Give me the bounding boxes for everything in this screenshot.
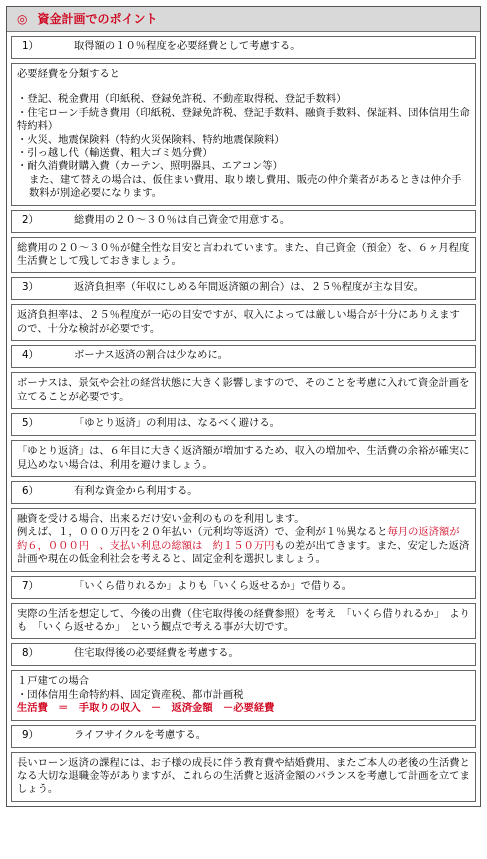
point-number: 3） bbox=[22, 281, 39, 294]
point-text: 有利な資金から利用する。 bbox=[74, 484, 198, 497]
point-number: 9） bbox=[22, 728, 39, 741]
point-text: 総費用の２０～３０％は自己資金で用意する。 bbox=[74, 213, 291, 226]
point-text: ボーナス返済の割合は少なめに。 bbox=[74, 349, 229, 362]
point-9 bbox=[11, 725, 476, 748]
detail-1 bbox=[11, 63, 476, 206]
detail-text: 必要経費を分類すると bbox=[17, 68, 120, 80]
point-2 bbox=[11, 210, 476, 233]
point-7 bbox=[11, 576, 476, 599]
detail-text: 返済負担率は、２５％程度が一応の目安ですが、収入によっては厳しい場合が十分にありえますので、十分な検討が必要です。 bbox=[17, 309, 460, 335]
point-number: 2） bbox=[22, 213, 39, 226]
highlight-difference: 毎月の返済額が 約６，０００円 、支払い利息の総額は 約１５０万円 bbox=[17, 526, 470, 552]
detail-text: 「ゆとり返済」は、６年目に大きく返済額が増加するため、収入の増加や、生活費の余裕が確実に見込めない場合は、利用を避けましょう。 bbox=[17, 445, 470, 471]
double-circle-icon: ◎ bbox=[17, 12, 28, 26]
point-text: 「ゆとり返済」の利用は、なるべく避ける。 bbox=[74, 417, 280, 430]
point-text: ライフサイクルを考慮する。 bbox=[74, 728, 207, 741]
detail-example: 例えば、１，０００万円を２０年払い（元利均等返済）で、金利が１％異なると bbox=[17, 526, 388, 539]
panel-title: 資金計画でのポイント bbox=[37, 12, 158, 26]
point-8 bbox=[11, 643, 476, 666]
point-number: 5） bbox=[22, 417, 39, 430]
point-5 bbox=[11, 413, 476, 436]
detail-7 bbox=[11, 603, 476, 640]
point-number: 1） bbox=[22, 40, 39, 52]
detail-3 bbox=[11, 304, 476, 341]
detail-text: 長いローン返済の課程には、お子様の成長に伴う教育費や結婚費用、またご本人の老後の生活費となる大切な退職金等がありますが、これらの生活費と返済金額のバランスを考慮して計画を立てましょう。 bbox=[17, 756, 470, 796]
detail-text: ・耐久消費財購入費（カーテン、照明器具、エアコン等） bbox=[17, 160, 283, 173]
point-1 bbox=[11, 36, 476, 59]
detail-text: ・住宅ローン手続き費用（印紙税、登録免許税、登記手数料、融資手数料、保証料、団体信用生命特約料） bbox=[17, 106, 470, 133]
detail-text bbox=[17, 526, 470, 566]
point-6 bbox=[11, 481, 476, 504]
point-number: 6） bbox=[22, 484, 39, 497]
point-number: 7） bbox=[22, 579, 39, 592]
point-number: 4） bbox=[22, 349, 39, 362]
point-text: 住宅取得後の必要経費を考慮する。 bbox=[74, 647, 239, 660]
living-cost-formula: 生活費 ＝ 手取りの収入 － 返済金額 －必要経費 bbox=[17, 702, 275, 715]
detail-6 bbox=[11, 508, 476, 572]
detail-text: １戸建ての場合 bbox=[17, 675, 90, 688]
detail-conclusion: もの差が出てきます。また、安定した返済計画や現在の低金利社会を考えると、固定金利を選択しましょう。 bbox=[17, 539, 470, 566]
detail-text: ・登記、税金費用（印紙税、登録免許税、不動産取得税、登記手数料） bbox=[17, 93, 347, 106]
detail-text: ・団体信用生命特約料、固定資産税、都市計画税 bbox=[17, 688, 244, 701]
detail-text: また、建て替えの場合は、仮住まい費用、取り壊し費用、販売の仲介業者があるときは仲介手数料が別途必要になります。 bbox=[29, 173, 462, 200]
detail-9 bbox=[11, 752, 476, 802]
detail-text: ・火災、地震保険料（特約火災保険料、特約地震保険料） bbox=[17, 133, 285, 146]
point-text: 「いくら借りれるか」よりも「いくら返せるか」で借りる。 bbox=[74, 579, 353, 592]
detail-2 bbox=[11, 237, 476, 274]
point-number: 8） bbox=[22, 647, 39, 660]
panel-header bbox=[7, 7, 480, 32]
detail-text: 融資を受ける場合、出来るだけ安い金利のものを利用します。 bbox=[17, 512, 305, 525]
detail-4 bbox=[11, 372, 476, 409]
detail-8 bbox=[11, 670, 476, 720]
detail-text: ・引っ越し代（輸送費、粗大ゴミ処分費） bbox=[17, 147, 213, 160]
detail-5 bbox=[11, 440, 476, 477]
detail-text: 総費用の２０～３０％が健全性な目安と言われています。また、自己資金（預金）を、６ヶ月程度生活費として残しておきましょう。 bbox=[17, 241, 470, 268]
point-3 bbox=[11, 277, 476, 300]
funding-plan-panel bbox=[6, 6, 481, 807]
detail-text: 実際の生活を想定して、今後の出費（住宅取得後の経費参照）を考え 「いくら借りれるか」 よりも 「いくら返せるか」 という観点で考える事が大切です。 bbox=[17, 607, 470, 633]
detail-text: ボーナスは、景気や会社の経営状態に大きく影響しますので、そのことを考慮に入れて資金計画を立てることが必要です。 bbox=[17, 377, 470, 403]
point-text: 返済負担率（年収にしめる年間返済額の割合）は、２５％程度が主な目安。 bbox=[74, 281, 425, 294]
point-4 bbox=[11, 345, 476, 368]
point-text: 取得額の１０％程度を必要経費として考慮する。 bbox=[74, 40, 301, 52]
